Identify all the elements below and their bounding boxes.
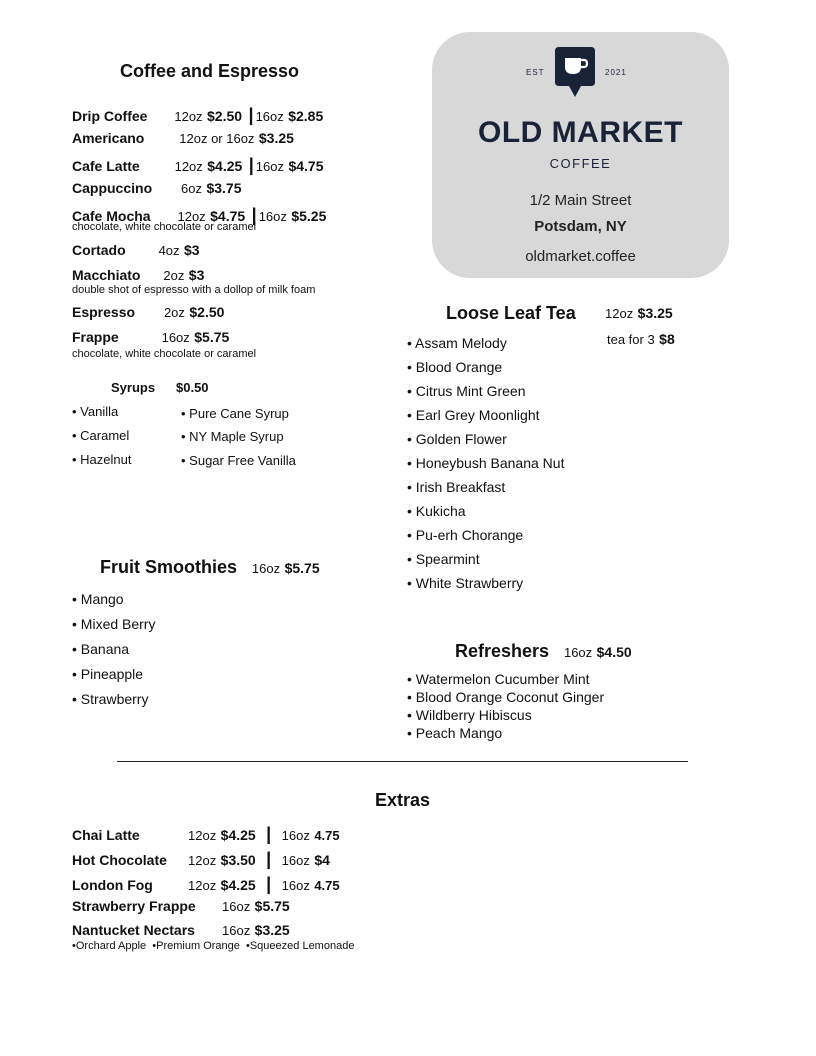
item-price: $5.25 xyxy=(291,208,327,224)
menu-item-hot-chocolate xyxy=(72,849,330,870)
list-item: • Kukicha xyxy=(407,503,466,519)
list-item: • Irish Breakfast xyxy=(407,479,506,495)
menu-item-nantucket-nectars xyxy=(72,922,290,940)
smoothies-header xyxy=(100,557,320,578)
tea-section-title: Loose Leaf Tea xyxy=(446,303,576,323)
menu-item-frappe xyxy=(72,329,229,347)
list-item: • Strawberry xyxy=(72,691,149,707)
coffee-cup-logo-icon xyxy=(554,46,596,100)
list-item: • Wildberry Hibiscus xyxy=(407,707,532,723)
tea-price xyxy=(605,305,673,323)
list-item: • Honeybush Banana Nut xyxy=(407,455,565,471)
item-size: 12oz xyxy=(605,306,634,321)
list-item: • Golden Flower xyxy=(407,431,507,447)
website: oldmarket.coffee xyxy=(525,248,636,265)
item-size: 12oz xyxy=(174,159,203,174)
refreshers-list xyxy=(407,670,604,742)
extras-section-title: Extras xyxy=(375,790,431,810)
item-note: chocolate, white chocolate or caramel xyxy=(72,221,257,233)
list-item: • Spearmint xyxy=(407,551,480,567)
est-year: 2021 xyxy=(605,68,627,77)
separator: | xyxy=(266,874,272,894)
menu-item-london-fog xyxy=(72,874,340,895)
separator: | xyxy=(266,824,272,844)
item-price: $5.75 xyxy=(284,560,320,576)
item-price: $4.25 xyxy=(220,877,256,893)
smoothies-list xyxy=(72,587,155,712)
brand-subtitle: COFFEE xyxy=(549,156,612,171)
item-size: 12oz xyxy=(188,853,217,868)
list-item: • Blood Orange xyxy=(407,359,503,375)
item-price: 4.75 xyxy=(314,828,340,843)
list-item: • Mango xyxy=(72,591,124,607)
item-name: Strawberry Frappe xyxy=(72,898,196,914)
item-size: 16oz xyxy=(222,899,251,914)
item-name: Americano xyxy=(72,130,145,146)
list-item: • Pineapple xyxy=(72,666,144,682)
syrups-label: Syrups xyxy=(111,380,156,395)
syrup-item: • Vanilla xyxy=(72,404,119,419)
item-price: $4.25 xyxy=(207,158,243,174)
shop-info-card xyxy=(432,32,729,278)
brand-name: OLD MARKET xyxy=(478,116,683,149)
item-price: $3.25 xyxy=(637,305,673,321)
item-price: $4 xyxy=(314,852,330,868)
item-size: 12oz xyxy=(177,209,206,224)
item-price: $4.75 xyxy=(288,158,324,174)
item-size: 16oz xyxy=(258,209,287,224)
list-item: • Peach Mango xyxy=(407,725,503,741)
item-size: 16oz xyxy=(161,330,190,345)
item-size: 16oz xyxy=(563,645,593,660)
separator: | xyxy=(251,205,257,225)
syrup-item: • Sugar Free Vanilla xyxy=(181,453,296,468)
item-price: $4.75 xyxy=(210,208,246,224)
separator: | xyxy=(248,155,254,175)
list-item: • Citrus Mint Green xyxy=(407,383,526,399)
item-name: Chai Latte xyxy=(72,827,140,843)
bulk-label: tea for 3 xyxy=(607,332,655,347)
list-item: • Mixed Berry xyxy=(72,616,156,632)
item-name: London Fog xyxy=(72,877,153,893)
list-item: • Pu-erh Chorange xyxy=(407,527,524,543)
refreshers-section-title: Refreshers xyxy=(455,641,550,661)
item-price: $3.75 xyxy=(206,180,242,196)
list-item: • Watermelon Cucumber Mint xyxy=(407,671,590,687)
menu-item-espresso xyxy=(72,304,224,322)
menu-item-strawberry-frappe xyxy=(72,898,290,916)
item-name: Frappe xyxy=(72,329,119,345)
menu-item-americano xyxy=(72,130,294,148)
item-name: Drip Coffee xyxy=(72,108,148,124)
item-price: $3 xyxy=(188,267,205,283)
est-label: EST xyxy=(526,68,545,77)
item-price: $2.50 xyxy=(189,304,225,320)
item-name: Cafe Mocha xyxy=(72,208,151,224)
item-name: Cappuccino xyxy=(72,180,153,196)
item-size: 12oz xyxy=(174,109,203,124)
item-price: 4.75 xyxy=(314,878,340,893)
menu-item-cappuccino xyxy=(72,180,242,198)
item-name: Cortado xyxy=(72,242,126,258)
item-price: $5.75 xyxy=(254,898,290,914)
syrup-item: • Hazelnut xyxy=(72,452,132,467)
syrup-item: • Pure Cane Syrup xyxy=(181,406,289,421)
menu-item-chai-latte xyxy=(72,824,340,845)
item-price: $3.25 xyxy=(254,922,290,938)
item-price: $2.50 xyxy=(207,108,243,124)
menu-item-macchiato xyxy=(72,267,204,285)
syrups-price: $0.50 xyxy=(176,380,209,395)
item-size: 2oz xyxy=(163,305,185,320)
item-price: $4.50 xyxy=(596,644,632,660)
item-price: $2.85 xyxy=(288,108,324,124)
tea-list xyxy=(407,331,564,595)
syrup-item: • NY Maple Syrup xyxy=(181,429,284,444)
item-size: 6oz xyxy=(181,181,202,196)
street-address: 1/2 Main Street xyxy=(529,192,632,209)
item-note: •Orchard Apple •Premium Orange •Squeezed Lemonade xyxy=(72,940,355,952)
menu-item-cortado xyxy=(72,242,200,260)
item-size: 12oz xyxy=(188,828,217,843)
coffee-section-title: Coffee and Espresso xyxy=(120,61,300,81)
item-price: $3.50 xyxy=(220,852,256,868)
item-size: 12oz or 16oz xyxy=(179,131,255,146)
item-price: $3.25 xyxy=(258,130,294,146)
list-item: • Assam Melody xyxy=(407,335,507,351)
item-price: $3 xyxy=(184,242,200,258)
item-price: $4.25 xyxy=(220,827,256,843)
item-name: Hot Chocolate xyxy=(72,852,167,868)
item-size: 16oz xyxy=(255,109,284,124)
item-price: $5.75 xyxy=(194,329,230,345)
separator: | xyxy=(248,105,254,125)
menu-item-drip-coffee xyxy=(72,105,323,126)
item-note: double shot of espresso with a dollop of milk foam xyxy=(72,284,316,296)
list-item: • Blood Orange Coconut Ginger xyxy=(407,689,605,705)
item-size: 2oz xyxy=(163,268,185,283)
item-name: Nantucket Nectars xyxy=(72,922,195,938)
item-size: 4oz xyxy=(158,243,180,258)
list-item: • Banana xyxy=(72,641,130,657)
smoothies-section-title: Fruit Smoothies xyxy=(100,557,238,577)
item-name: Cafe Latte xyxy=(72,158,140,174)
syrup-item: • Caramel xyxy=(72,428,130,443)
separator: | xyxy=(266,849,272,869)
bulk-price: $8 xyxy=(659,331,675,347)
item-name: Espresso xyxy=(72,304,136,320)
item-size: 16oz xyxy=(251,561,281,576)
item-size: 16oz xyxy=(222,923,251,938)
city: Potsdam, NY xyxy=(534,218,627,235)
item-size: 16oz xyxy=(255,159,284,174)
item-size: 16oz xyxy=(281,853,310,868)
section-divider xyxy=(117,761,688,762)
item-size: 16oz xyxy=(281,878,310,893)
item-note: chocolate, white chocolate or caramel xyxy=(72,348,257,360)
list-item: • Earl Grey Moonlight xyxy=(407,407,540,423)
menu-item-cafe-latte xyxy=(72,155,324,176)
item-size: 16oz xyxy=(281,828,310,843)
item-size: 12oz xyxy=(188,878,217,893)
list-item: • White Strawberry xyxy=(407,575,524,591)
item-name: Macchiato xyxy=(72,267,141,283)
tea-bulk-price xyxy=(607,331,675,349)
refreshers-header xyxy=(455,641,632,662)
